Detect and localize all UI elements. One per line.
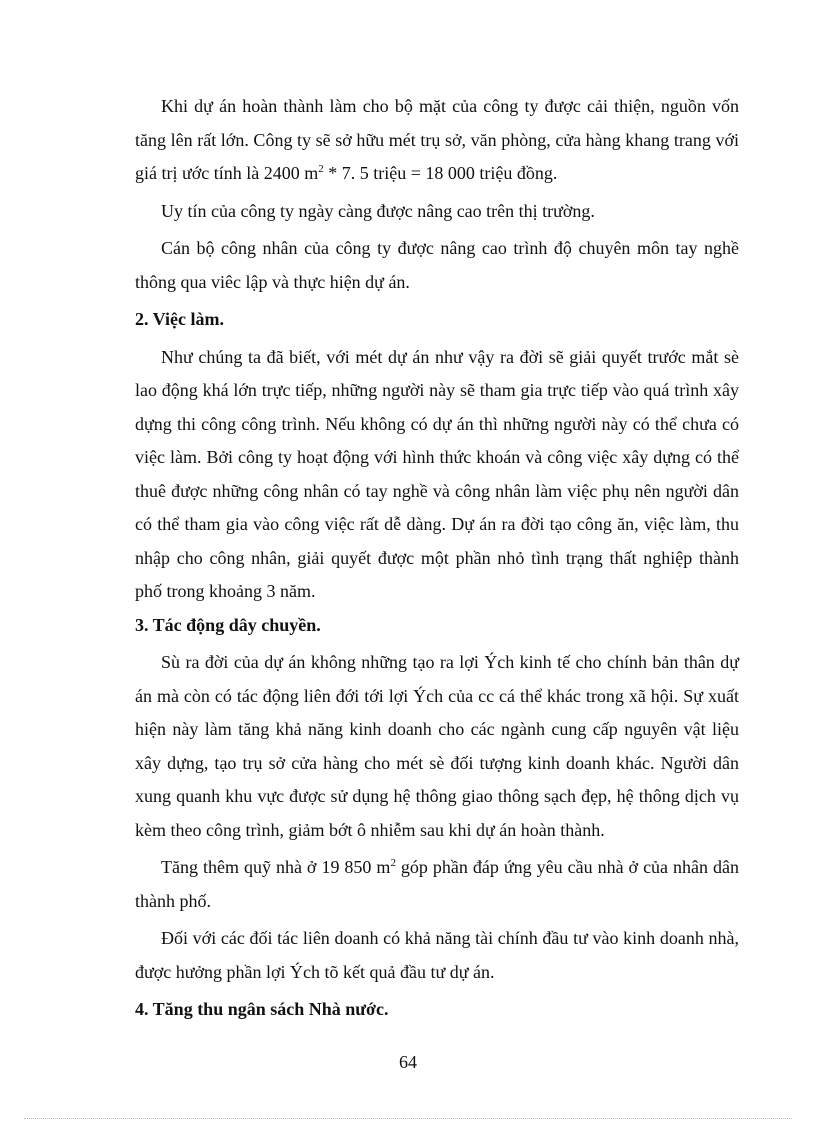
paragraph-text: Khi dự án hoàn thành làm cho bộ mặt của công ty được cải thiện, nguồn vốn tăng lên rất lớn. Công ty sẽ sở hữu mét trụ sở, văn phòng, cửa hàng khang trang với giá trị ước tính là 2400 m: [135, 96, 739, 183]
paragraph-text: góp phần đáp ứng yêu cầu nhà ở của nhân dân thành phố.: [135, 857, 740, 911]
heading-employment: 2. Việc làm.: [135, 309, 224, 329]
page-number: 64: [399, 1052, 417, 1072]
page-body: [135, 90, 739, 1027]
superscript: 2: [390, 857, 396, 869]
paragraph-text: Tăng thêm quỹ nhà ở 19 850 m: [161, 857, 391, 877]
paragraph-chain-effect: Sù ra đời của dự án không những tạo ra lợi Ých kinh tế cho chính bản thân dự án mà còn có tác động liên đới tới lợi Ých của cc cá thể khác trong xã hội. Sự xuất hiện này làm tăng khả năng kinh doanh cho các ngành cung cấp nguyên vật liệu xây dựng, tạo trụ sở cửa hàng cho mét sè đối tượng kinh doanh khác. Người dân xung quanh khu vực được sử dụng hệ thông giao thông sạch đẹp, hệ thông dịch vụ kèm theo công trình, giảm bớt ô nhiễm sau khi dự án hoàn thành.: [135, 652, 739, 840]
paragraph-partners: Đối với các đối tác liên doanh có khả năng tài chính đầu tư vào kinh doanh nhà, được hưởng phần lợi Ých tõ kết quả đầu tư dự án.: [135, 928, 739, 982]
heading-state-budget: 4. Tăng thu ngân sách Nhà nước.: [135, 999, 389, 1019]
paragraph-staff: Cán bộ công nhân của công ty được nâng cao trình độ chuyên môn tay nghề thông qua viêc lập và thực hiện dự án.: [135, 238, 739, 292]
superscript: 2: [318, 163, 324, 175]
page-bottom-divider: [24, 1118, 792, 1119]
paragraph-employment: Như chúng ta đã biết, với mét dự án như vậy ra đời sẽ giải quyết trước mắt sè lao động khá lớn trực tiếp, những người này sẽ tham gia trực tiếp vào quá trình xây dựng thi công công trình. Nếu không có dự án thì những người này có thể chưa có việc làm. Bởi công ty hoạt động với hình thức khoán và công việc xây dựng có thể thuê được những công nhân có tay nghề và công nhân làm việc phụ nên người dân có thể tham gia vào công việc rất dễ dàng. Dự án ra đời tạo công ăn, việc làm, thu nhập cho công nhân, giải quyết được một phần nhỏ tình trạng thất nghiệp thành phố trong khoảng 3 năm.: [135, 346, 739, 601]
paragraph-company-capital: [135, 90, 739, 191]
paragraph-text: * 7. 5 triệu = 18 000 triệu đồng.: [323, 163, 558, 183]
paragraph-reputation: Uy tín của công ty ngày càng được nâng cao trên thị trường.: [161, 200, 595, 221]
paragraph-housing: [135, 851, 739, 918]
heading-chain-effect: 3. Tác động dây chuyền.: [135, 614, 321, 635]
